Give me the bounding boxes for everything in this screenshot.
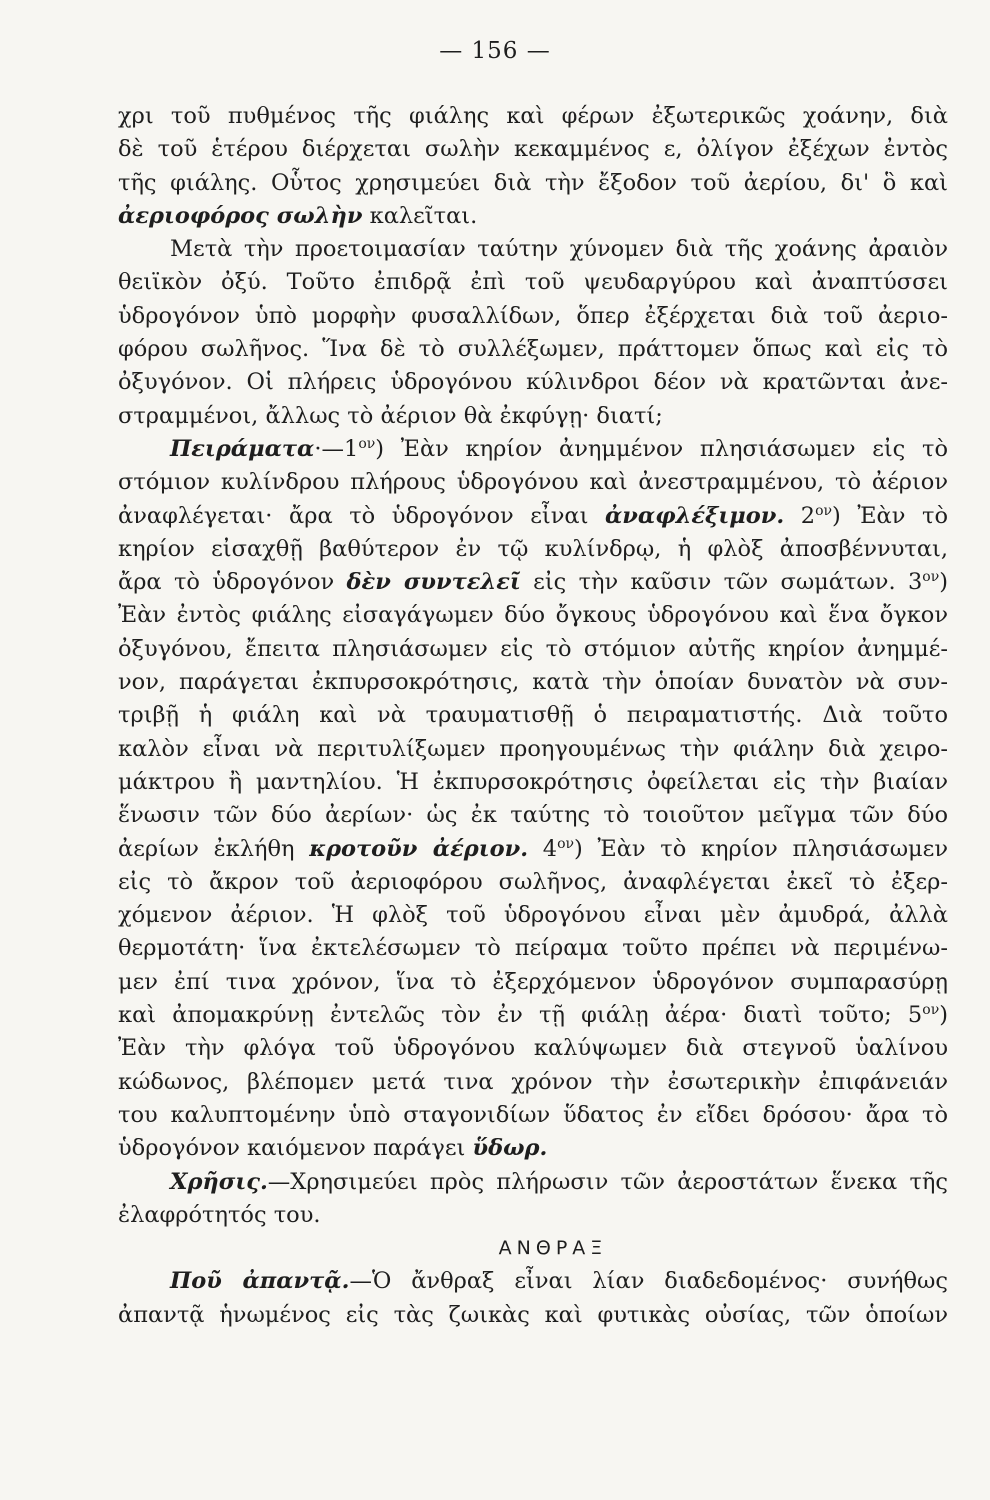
line-text: χρι τοῦ πυθμένος τῆς φιάλης καὶ φέρων ἐξωτερικῶς χοάνην, διὰ	[118, 103, 948, 129]
line-text: εἰς τὸ ἄκρον τοῦ ἀεριοφόρου σωλῆνος, ἀναφλέγεται ἐκεῖ τὸ ἐξερ-	[118, 868, 948, 895]
line-text: εἰς τὴν καῦσιν τῶν σωμάτων. 3	[520, 569, 923, 596]
line-text: 4	[528, 835, 558, 862]
line-text: 2	[784, 502, 816, 529]
line-text: μάκτρου ἢ μαντηλίου. Ἡ ἐκπυρσοκρότησις ὀφείλεται εἰς τὴν βιαίαν	[118, 768, 948, 795]
line-text: στόμιον κυλίνδρου πλήρους ὑδρογόνου καὶ ἀνεστραμμένου, τὸ ἀέριον	[118, 469, 948, 496]
text-line	[118, 100, 948, 133]
line-text: ὑδρογόνον καιόμενον παράγει	[118, 1135, 473, 1162]
line-text: ὀξυγόνον. Οἱ πλήρεις ὑδρογόνου κύλινδροι δέον νὰ κρατῶνται ἀνε-	[118, 369, 948, 396]
text-line	[118, 699, 948, 732]
line-text: φόρου σωλῆνος. Ἵνα δὲ τὸ συλλέξωμεν, πράττομεν ὅπως καὶ εἰς τὸ	[118, 336, 948, 363]
line-text: δὲ τοῦ ἑτέρου διέρχεται σωλὴν κεκαμμένος ε, ὀλίγον ἐξέχων ἐντὸς	[118, 136, 948, 163]
line-text: ἄρα τὸ ὑδρογόνον	[118, 569, 347, 596]
text-line	[118, 333, 948, 366]
heading-pou-apanta: Ποῦ ἀπαντᾷ.	[170, 1268, 350, 1295]
text-line	[118, 899, 948, 932]
ordinal-suffix: ον	[922, 1002, 940, 1019]
line-text: ἕνωσιν τῶν δύο ἀερίων· ὡς ἐκ ταύτης τὸ τοιοῦτον μεῖγμα τῶν δύο	[118, 802, 948, 829]
line-text: ) Ἐὰν τὸ	[832, 502, 948, 529]
text-line	[118, 833, 948, 866]
text-line	[118, 1265, 948, 1298]
line-text: )	[939, 569, 948, 596]
line-text: θειϊκὸν ὀξύ. Τοῦτο ἐπιδρᾷ ἐπὶ τοῦ ψευδαργύρου καὶ ἀναπτύσσει	[118, 269, 948, 296]
term-aeriophoros-solin: ἀεριοφόρος σωλὴν	[118, 202, 363, 229]
line-text: Ἐὰν ἐντὸς φιάλης εἰσαγάγωμεν δύο ὄγκους ὑδρογόνου καὶ ἕνα ὄγκον	[118, 602, 948, 629]
term-krotoun-aerion: κροτοῦν ἀέριον.	[309, 835, 529, 862]
text-line	[118, 1299, 948, 1332]
line-text: τῆς φιάλης. Οὗτος χρησιμεύει διὰ τὴν ἔξοδον τοῦ ἀερίου, δι' ὃ καὶ	[118, 169, 948, 196]
page-number: — 156 —	[439, 38, 551, 64]
line-text: κώδωνος, βλέπομεν μετά τινα χρόνον τὴν ἐσωτερικὴν ἐπιφάνειάν	[118, 1068, 948, 1095]
term-anaflexiimon: ἀναφλέξιμον.	[604, 502, 785, 529]
line-text: ·—1	[314, 435, 359, 462]
heading-chrisis: Χρῆσις.	[170, 1168, 268, 1195]
body-text	[118, 100, 948, 1332]
line-text: )	[939, 1002, 948, 1029]
line-text: ) Ἐὰν κηρίον ἀνημμένον πλησιάσωμεν εἰς τὸ	[375, 435, 948, 462]
text-line	[118, 733, 948, 766]
ordinal-suffix: ον	[922, 569, 940, 586]
text-line	[118, 766, 948, 799]
text-line	[118, 1099, 948, 1132]
text-line	[118, 533, 948, 566]
line-text: —Χρησιμεύει πρὸς πλήρωσιν τῶν ἀεροστάτων ἕνεκα τῆς	[267, 1168, 948, 1195]
text-line	[118, 200, 948, 233]
term-hydor: ὕδωρ.	[472, 1135, 548, 1162]
text-line	[118, 566, 948, 599]
text-line	[118, 866, 948, 899]
line-text: καὶ ἀπομακρύνῃ ἐντελῶς τὸν ἐν τῇ φιάλῃ ἀέρα· διατὶ τοῦτο; 5	[118, 1002, 923, 1029]
section-heading: ΑΝΘΡΑΞ	[498, 1237, 608, 1260]
line-text: καλεῖται.	[362, 202, 478, 229]
line-text: ἐλαφρότητός του.	[118, 1201, 321, 1228]
line-text: Ἐὰν τὴν φλόγα τοῦ ὑδρογόνου καλύψωμεν διὰ στεγνοῦ ὑαλίνου	[118, 1035, 948, 1062]
line-text: στραμμένοι, ἄλλως τὸ ἀέριον θὰ ἐκφύγῃ· διατί;	[118, 402, 663, 429]
text-line	[118, 799, 948, 832]
text-line	[118, 400, 948, 433]
line-text: καλὸν εἶναι νὰ περιτυλίξωμεν προηγουμένως τὴν φιάλην διὰ χειρο-	[118, 735, 948, 762]
term-den-syntelei: δὲν συντελεῖ	[346, 569, 521, 596]
line-text: ὑδρογόνον ὑπὸ μορφὴν φυσαλλίδων, ὅπερ ἐξέρχεται διὰ τοῦ ἀεριο-	[118, 302, 948, 329]
line-text: —Ὁ ἄνθραξ εἶναι λίαν διαδεδομένος· συνήθως	[349, 1268, 948, 1295]
text-line	[118, 1066, 948, 1099]
text-line	[118, 966, 948, 999]
line-text: μεν ἐπί τινα χρόνον, ἵνα τὸ ἐξερχόμενον ὑδρογόνον συμπαρασύρῃ	[118, 968, 948, 995]
text-line	[118, 1032, 948, 1065]
line-text: ἀναφλέγεται· ἄρα τὸ ὑδρογόνον εἶναι	[118, 502, 605, 529]
line-text: τριβῇ ἡ φιάλη καὶ νὰ τραυματισθῇ ὁ πειραματιστής. Διὰ τοῦτο	[118, 702, 948, 729]
ordinal-suffix: ον	[358, 435, 376, 452]
line-text: νον, παράγεται ἐκπυρσοκρότησις, κατὰ τὴν ὁποίαν δυνατὸν νὰ συν-	[118, 669, 948, 696]
heading-peiramata: Πειράματα	[170, 435, 315, 462]
text-line	[118, 266, 948, 299]
text-line	[118, 167, 948, 200]
text-line	[118, 1132, 948, 1165]
text-line	[118, 633, 948, 666]
line-text: θερμοτάτη· ἵνα ἐκτελέσωμεν τὸ πείραμα τοῦτο πρέπει νὰ περιμένω-	[118, 935, 948, 962]
ordinal-suffix: ον	[557, 835, 575, 852]
ordinal-suffix: ον	[815, 502, 833, 519]
text-line	[118, 366, 948, 399]
text-line	[118, 599, 948, 632]
text-line	[118, 999, 948, 1032]
line-text: ἀερίων ἐκλήθη	[118, 835, 310, 862]
text-line	[118, 666, 948, 699]
text-line	[118, 433, 948, 466]
text-line	[118, 500, 948, 533]
text-line	[118, 300, 948, 333]
line-text: κηρίον εἰσαχθῇ βαθύτερον ἐν τῷ κυλίνδρῳ, ἡ φλὸξ ἀποσβέννυται,	[118, 535, 948, 562]
text-line	[118, 133, 948, 166]
line-text: ὀξυγόνου, ἔπειτα πλησιάσωμεν εἰς τὸ στόμιον αὐτῆς κηρίον ἀνημμέ-	[118, 635, 948, 662]
line-text: χόμενον ἀέριον. Ἡ φλὸξ τοῦ ὑδρογόνου εἶναι μὲν ἀμυδρά, ἀλλὰ	[118, 902, 948, 929]
text-line	[118, 1166, 948, 1199]
text-line	[118, 466, 948, 499]
line-text: Μετὰ τὴν προετοιμασίαν ταύτην χύνομεν διὰ τῆς χοάνης ἀραιὸν	[170, 236, 948, 263]
line-text: ἀπαντᾷ ἡνωμένος εἰς τὰς ζωικὰς καὶ φυτικὰς οὐσίας, τῶν ὁποίων	[118, 1301, 948, 1328]
text-line	[118, 1199, 948, 1232]
text-line	[118, 233, 948, 266]
line-text: ) Ἐὰν τὸ κηρίον πλησιάσωμεν	[574, 835, 948, 862]
line-text: του καλυπτομένην ὑπὸ σταγονιδίων ὕδατος ἐν εἴδει δρόσου· ἄρα τὸ	[118, 1101, 948, 1128]
text-line	[118, 932, 948, 965]
